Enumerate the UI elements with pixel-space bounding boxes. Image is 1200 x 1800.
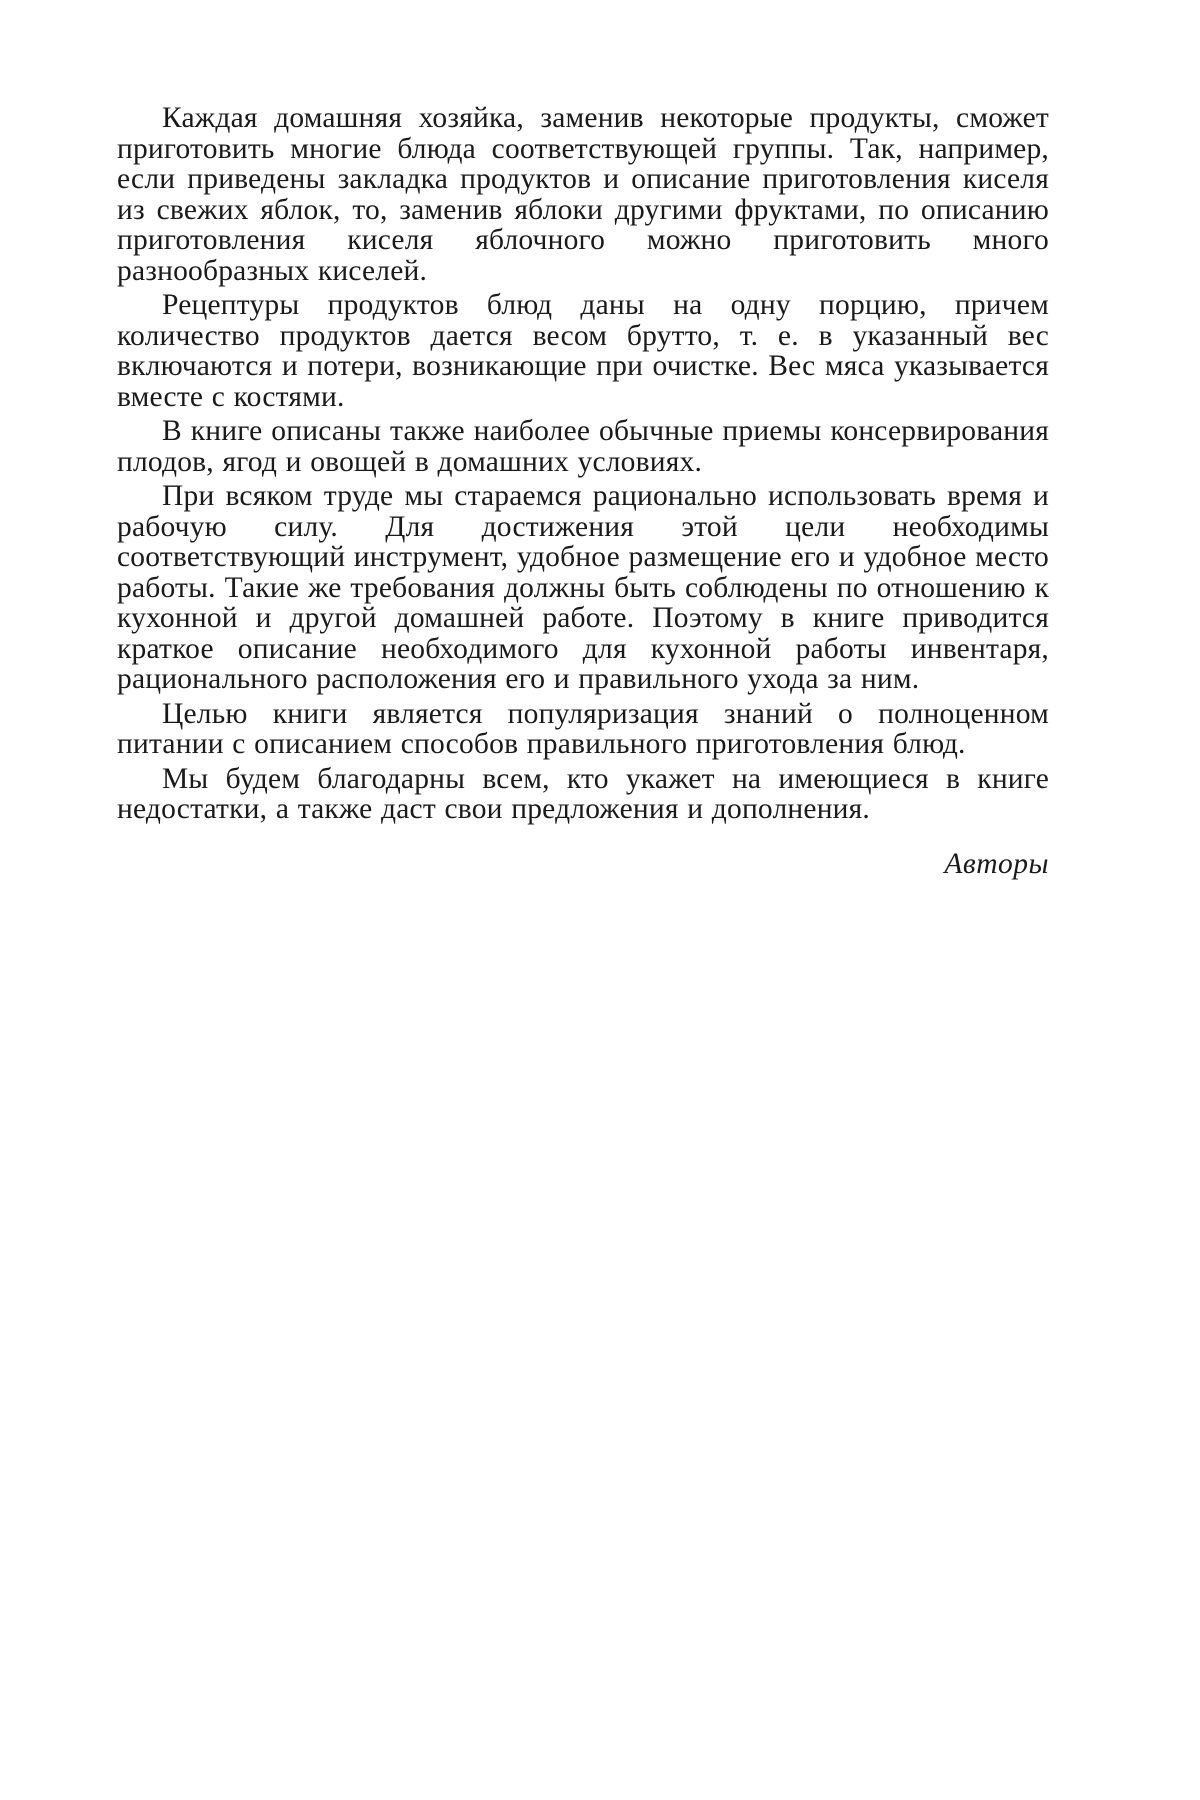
paragraph-recipes: Рецептуры продуктов блюд даны на одну порцию, причем количество продуктов дается весом брутто, т. е. в указанный вес включаются и потери, возникающие при очистке. Вес мяса указывается вместе с костями. (117, 289, 1049, 413)
body-text (117, 103, 1049, 879)
signature-authors: Авторы (944, 847, 1049, 880)
paragraph-thanks: Мы будем благодарны всем, кто укажет на имеющиеся в книге недостатки, а также даст свои предложения и дополнения. (117, 762, 1049, 825)
paragraph-preserving: В книге описаны также наиболее обычные приемы консервирования плодов, ягод и овощей в домашних условиях. (117, 415, 1049, 478)
paragraph-kitchen-work: При всяком труде мы стараемся рационально использовать время и рабочую силу. Для достижения этой цели необходимы соответствующий инструмент, удобное размещение его и удобное место работы. Такие же требования должны быть соблюдены по отношению к кухонной и другой домашней работе. Поэтому в книге приводится краткое описание необходимого для кухонной работы инвентаря, рационального расположения его и правильного ухода за ним. (117, 480, 1049, 695)
paragraph-substitution: Каждая домашняя хозяйка, заменив некоторые продукты, сможет приготовить многие блюда соответствующей группы. Так, например, если приведены закладка продуктов и описание приготовления киселя из свежих яблок, то, заменив яблоки другими фруктами, по описанию приготовления киселя яблочного можно приготовить много разнообразных киселей. (117, 102, 1049, 287)
paragraph-purpose: Целью книги является популяризация знаний о полноценном питании с описанием способов правильного приготовления блюд. (117, 697, 1049, 760)
